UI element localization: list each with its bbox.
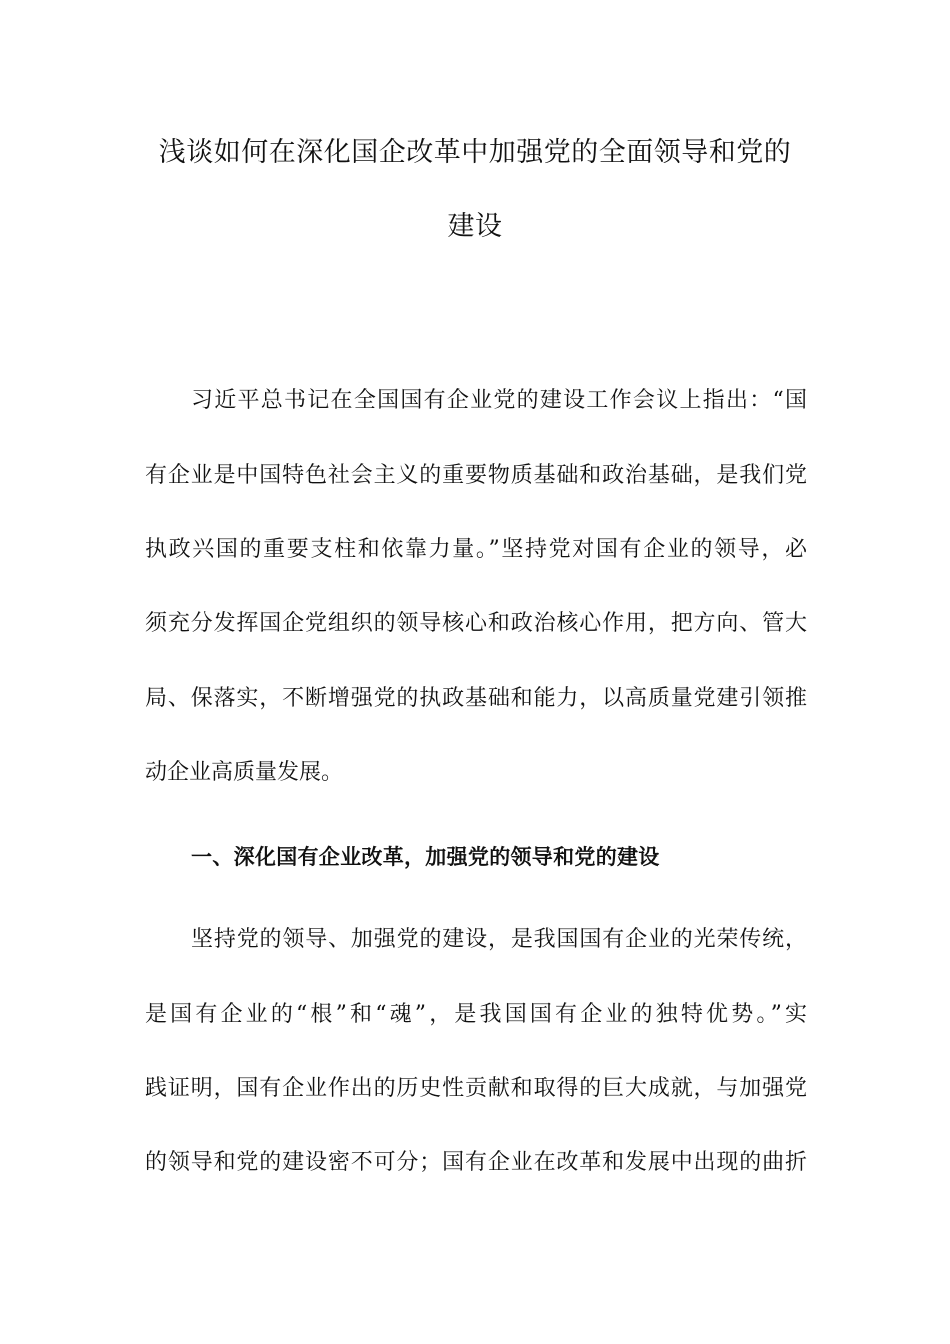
paragraph-line: 动企业高质量发展。: [145, 760, 344, 785]
paragraph-line: 须充分发挥国企党组织的领导核心和政治核心作用，把方向、管大: [145, 611, 807, 636]
paragraph-line: 坚持党的领导、加强党的建设，是我国国有企业的光荣传统，: [191, 927, 807, 952]
paragraph-line: 习近平总书记在全国国有企业党的建设工作会议上指出：“国: [191, 388, 807, 413]
paragraph-line: 是国有企业的“根”和“魂”，是我国国有企业的独特优势。”实: [145, 1002, 807, 1027]
section-heading: 一、深化国有企业改革，加强党的领导和党的建设: [191, 845, 660, 869]
paragraph-line: 局、保落实，不断增强党的执政基础和能力，以高质量党建引领推: [145, 686, 807, 711]
paragraph-line: 执政兴国的重要支柱和依靠力量。”坚持党对国有企业的领导，必: [145, 537, 807, 562]
paragraph-line: 有企业是中国特色社会主义的重要物质基础和政治基础，是我们党: [145, 463, 807, 488]
document-title-line-1: 浅谈如何在深化国企改革中加强党的全面领导和党的: [158, 137, 792, 168]
paragraph-line: 践证明，国有企业作出的历史性贡献和取得的巨大成就，与加强党: [145, 1076, 807, 1101]
document-title-line-2: 建设: [447, 211, 503, 242]
paragraph-line: 的领导和党的建设密不可分；国有企业在改革和发展中出现的曲折: [145, 1150, 807, 1175]
